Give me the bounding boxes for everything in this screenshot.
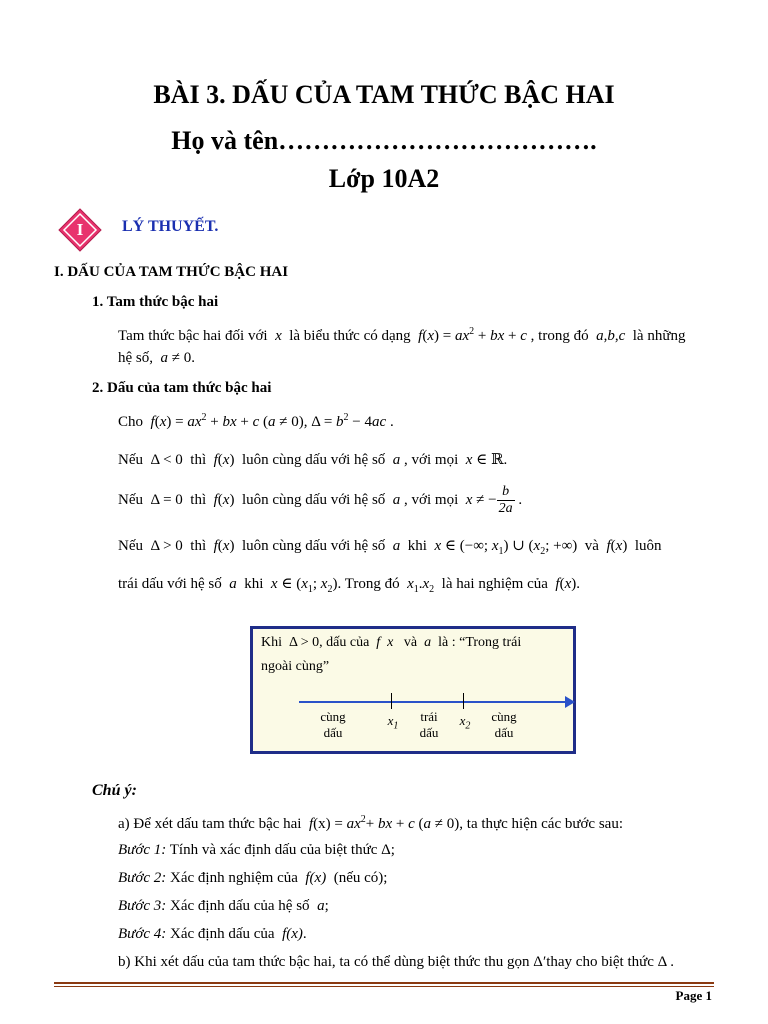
text: a) Để xét dấu tam thức bậc hai — [118, 816, 302, 832]
text: Nếu — [118, 491, 143, 508]
box-line-2: ngoài cùng” — [261, 659, 330, 674]
case-positive-line-2: trái dấu với hệ số a khi x ∈ ($x_1$; $x_2$). Trong đó $x_1.x_2$ là hai nghiệm của f(x). — [118, 576, 580, 595]
page-title: BÀI 3. DẤU CỦA TAM THỨC BẬC HAI — [153, 80, 615, 109]
section-number: I — [76, 220, 84, 239]
text: và — [584, 538, 599, 554]
subheading-1: 1. Tam thức bậc hai — [92, 294, 219, 310]
step-text: (nếu có); — [333, 870, 388, 886]
text: , ta thực hiện các bước sau: — [459, 816, 623, 832]
text: khi — [407, 538, 427, 554]
class-line: Lớp 10A2 — [328, 164, 440, 193]
step-1 — [118, 842, 395, 859]
text: thì — [190, 491, 207, 508]
text: luôn cùng dấu với hệ số — [241, 452, 386, 468]
text: trái dấu với hệ số — [118, 576, 222, 592]
definition-line-1: Tam thức bậc hai đối với x là biểu thức có dạng $f(x) = ax^2$ + bx + c , trong đó a,b,c là những — [118, 326, 686, 344]
text: luôn cùng dấu với hệ số — [241, 538, 386, 554]
page-number: Page 1 — [675, 988, 712, 1003]
label-middle — [411, 709, 447, 741]
note-heading: Chú ý: — [92, 782, 137, 799]
text: , với mọi — [404, 491, 459, 508]
given-line: Cho $f(x) = ax^2$ + bx + c (a ≠ 0), $\Delta = b^2 - 4ac$ . — [118, 412, 394, 430]
step-label: Bước 1: — [118, 842, 167, 858]
text: luôn — [634, 538, 662, 554]
text: khi — [244, 576, 264, 592]
text: Nếu — [118, 452, 143, 468]
text: là : “Trong trái — [438, 635, 522, 650]
note-a: a) Để xét dấu tam thức bậc hai $f(x) = ax^2+$ bx + c (a ≠ 0), ta thực hiện các bước sau: — [118, 814, 623, 832]
text: là biểu thức có dạng — [289, 328, 411, 344]
text: , trong đó — [530, 328, 589, 344]
text: , với mọi — [404, 452, 459, 468]
text: Khi — [261, 635, 282, 650]
case-positive-line-1: Nếu Δ > 0 thì f(x) luôn cùng dấu với hệ số a khi x ∈ (−∞; $x_1$) ∪ ($x_2$; +∞) và f(x) luôn — [118, 538, 662, 557]
step-2: Bước 2: Xác định nghiệm của f(x) (nếu có); — [118, 870, 388, 886]
step-text: Xác định dấu của hệ số — [170, 898, 310, 914]
text: dấu — [323, 725, 343, 740]
case-negative: Nếu Δ < 0 thì f(x) luôn cùng dấu với hệ số a , với mọi x ∈ ℝ. — [118, 452, 508, 468]
step-4: Bước 4: Xác định dấu của f(x). — [118, 926, 307, 942]
text: thì — [190, 452, 207, 468]
section-title: LÝ THUYẾT. — [122, 218, 219, 235]
text: Cho — [118, 414, 144, 430]
case-zero: Nếu Δ = 0 thì f(x) luôn cùng dấu với hệ số a , với mọi x ≠ − $\frac{b}{2a}$ . — [118, 484, 523, 516]
part-heading: I. DẤU CỦA TAM THỨC BẬC HAI — [54, 264, 289, 280]
text: là những — [632, 328, 686, 344]
step-text: Xác định nghiệm của — [170, 870, 298, 886]
box-line-1: Khi Δ > 0, dấu của f x và a là : “Trong trái — [261, 635, 522, 650]
note-b: b) Khi xét dấu của tam thức bậc hai, ta có thể dùng biệt thức thu gọn Δ′thay cho biệt thức Δ . — [118, 954, 674, 970]
subheading-2: 2. Dấu của tam thức bậc hai — [92, 380, 272, 396]
text: Tam thức bậc hai đối với — [118, 328, 268, 344]
text: luôn cùng dấu với hệ số — [241, 491, 386, 508]
footer-rule-thin — [54, 986, 714, 987]
text: trái — [420, 709, 438, 724]
step-label: Bước 4: — [118, 926, 167, 942]
label-left — [315, 709, 351, 741]
footer-rule — [54, 982, 714, 984]
text: , dấu của — [319, 635, 370, 650]
arrow-right-icon — [565, 696, 575, 708]
step-text: Xác định dấu của — [170, 926, 275, 942]
text: và — [403, 635, 418, 650]
text: Nếu — [118, 538, 143, 554]
tick-x2 — [463, 693, 464, 709]
student-name-line: Họ và tên………………………………. — [171, 126, 597, 155]
text: hệ số, — [118, 350, 153, 366]
text: dấu — [494, 725, 514, 740]
label-right — [485, 709, 523, 741]
number-line — [299, 701, 571, 703]
definition-line-2: hệ số, a ≠ 0. — [118, 350, 195, 366]
text: là hai nghiệm của — [441, 576, 548, 592]
label-x1: $x_1$ — [387, 713, 399, 732]
text: cùng — [491, 709, 517, 724]
step-text: Tính và xác định dấu của biệt thức Δ; — [169, 842, 395, 858]
text: cùng — [320, 709, 346, 724]
tick-x1 — [391, 693, 392, 709]
step-3: Bước 3: Xác định dấu của hệ số a; — [118, 898, 329, 914]
text: thì — [190, 538, 207, 554]
section-badge — [58, 208, 102, 252]
label-x2: $x_2$ — [459, 713, 471, 732]
text: . Trong đó — [337, 576, 400, 592]
step-label: Bước 3: — [118, 898, 167, 914]
rule-box — [250, 626, 576, 754]
step-label: Bước 2: — [118, 870, 167, 886]
text: dấu — [419, 725, 439, 740]
